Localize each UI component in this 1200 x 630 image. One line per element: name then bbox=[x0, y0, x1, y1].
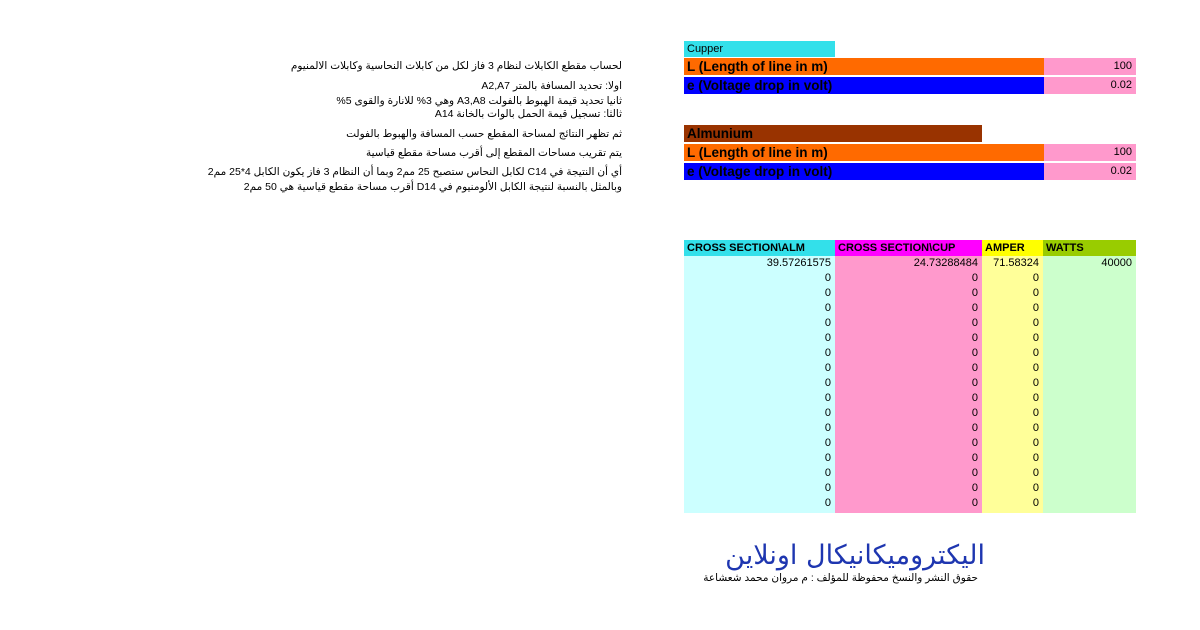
aluminium-title[interactable]: Almunium bbox=[684, 125, 982, 142]
table-cell[interactable] bbox=[1043, 421, 1136, 436]
table-cell[interactable]: 0 bbox=[971, 422, 978, 434]
table-cell[interactable]: 0 bbox=[971, 497, 978, 509]
table-cell[interactable]: 0 bbox=[971, 407, 978, 419]
instruction-line-4: ثالثا: تسجيل قيمة الحمل بالوات بالخانة A14 bbox=[434, 108, 622, 120]
table-cell[interactable]: 0 bbox=[971, 287, 978, 299]
table-cell[interactable]: 0 bbox=[971, 392, 978, 404]
header-cross-section-cup[interactable]: CROSS SECTION\CUP bbox=[835, 240, 982, 256]
instruction-line-1: لحساب مقطع الكابلات لنظام 3 فاز لكل من كابلات النحاسية وكابلات الالمنيوم bbox=[290, 60, 622, 72]
table-cell[interactable]: 0 bbox=[824, 347, 831, 359]
aluminium-drop-label[interactable]: e (Voltage drop in volt) bbox=[684, 163, 1044, 180]
table-cell[interactable]: 0 bbox=[1032, 302, 1039, 314]
table-cell[interactable]: 0 bbox=[1032, 272, 1039, 284]
aluminium-length-value[interactable]: 100 bbox=[1044, 144, 1136, 161]
table-cell[interactable]: 0 bbox=[824, 377, 831, 389]
table-cell[interactable]: 0 bbox=[824, 407, 831, 419]
table-cell[interactable]: 0 bbox=[971, 272, 978, 284]
instruction-line-5: ثم تظهر النتائج لمساحة المقطع حسب المسافة والهبوط بالفولت bbox=[346, 128, 622, 140]
table-cell[interactable]: 0 bbox=[971, 377, 978, 389]
table-cell[interactable]: 0 bbox=[1032, 467, 1039, 479]
header-watts[interactable]: WATTS bbox=[1043, 240, 1136, 256]
table-cell[interactable] bbox=[1043, 301, 1136, 316]
table-cell[interactable]: 0 bbox=[971, 437, 978, 449]
instruction-line-7: أي أن النتيجة في C14 لكابل النحاس ستصبح 25 مم2 وبما أن النظام 3 فاز يكون الكابل 4*25 مم2 bbox=[207, 166, 622, 178]
table-cell[interactable] bbox=[1043, 376, 1136, 391]
table-cell[interactable]: 39.57261575 bbox=[766, 257, 831, 269]
copper-drop-value[interactable]: 0.02 bbox=[1044, 77, 1136, 94]
table-cell[interactable]: 0 bbox=[971, 317, 978, 329]
table-cell[interactable]: 0 bbox=[1032, 317, 1039, 329]
table-cell[interactable]: 0 bbox=[1032, 287, 1039, 299]
table-cell[interactable] bbox=[1043, 496, 1136, 511]
table-cell[interactable]: 0 bbox=[971, 302, 978, 314]
instruction-line-3: ثانيا تحديد قيمة الهبوط بالفولت A3,A8 وهي 3% للانارة والقوى 5% bbox=[336, 95, 622, 107]
brand-title: اليكتروميكانيكال اونلاين bbox=[725, 540, 985, 571]
copper-title[interactable]: Cupper bbox=[684, 41, 835, 57]
table-cell[interactable]: 0 bbox=[824, 332, 831, 344]
instructions-block bbox=[200, 60, 622, 200]
table-cell[interactable]: 0 bbox=[971, 482, 978, 494]
table-cell[interactable] bbox=[1043, 286, 1136, 301]
header-cross-section-alm[interactable]: CROSS SECTION\ALM bbox=[684, 240, 835, 256]
table-cell[interactable]: 0 bbox=[1032, 422, 1039, 434]
table-cell[interactable]: 0 bbox=[1032, 497, 1039, 509]
table-cell[interactable] bbox=[1043, 346, 1136, 361]
table-cell[interactable] bbox=[1043, 391, 1136, 406]
table-cell[interactable]: 0 bbox=[824, 362, 831, 374]
table-cell[interactable]: 0 bbox=[1032, 347, 1039, 359]
table-cell[interactable]: 0 bbox=[824, 452, 831, 464]
table-cell[interactable]: 0 bbox=[824, 497, 831, 509]
table-cell[interactable]: 0 bbox=[1032, 362, 1039, 374]
copper-length-label[interactable]: L (Length of line in m) bbox=[684, 58, 1044, 75]
aluminium-length-label[interactable]: L (Length of line in m) bbox=[684, 144, 1044, 161]
table-cell[interactable]: 0 bbox=[824, 437, 831, 449]
table-cell[interactable] bbox=[1043, 316, 1136, 331]
table-cell[interactable]: 0 bbox=[1032, 407, 1039, 419]
table-cell[interactable]: 0 bbox=[971, 362, 978, 374]
instruction-line-8: وبالمثل بالنسبة لنتيجة الكابل الألومنيوم في D14 أقرب مساحة مقطع قياسية هي 50 مم2 bbox=[243, 181, 622, 193]
table-cell[interactable]: 0 bbox=[824, 467, 831, 479]
table-cell[interactable]: 0 bbox=[824, 302, 831, 314]
table-cell[interactable]: 0 bbox=[824, 287, 831, 299]
table-cell[interactable]: 0 bbox=[971, 467, 978, 479]
table-cell[interactable]: 0 bbox=[1032, 392, 1039, 404]
table-cell[interactable]: 0 bbox=[1032, 437, 1039, 449]
table-cell[interactable]: 0 bbox=[971, 347, 978, 359]
aluminium-drop-value[interactable]: 0.02 bbox=[1044, 163, 1136, 180]
instruction-line-6: يتم تقريب مساحات المقطع إلى أقرب مساحة مقطع قياسية bbox=[365, 147, 622, 159]
table-cell[interactable] bbox=[1043, 361, 1136, 376]
table-cell[interactable]: 0 bbox=[824, 422, 831, 434]
table-cell[interactable]: 0 bbox=[1032, 377, 1039, 389]
table-cell[interactable] bbox=[1043, 331, 1136, 346]
table-cell[interactable] bbox=[1043, 271, 1136, 286]
table-cell[interactable] bbox=[1043, 481, 1136, 496]
table-cell[interactable]: 0 bbox=[824, 392, 831, 404]
copper-drop-label[interactable]: e (Voltage drop in volt) bbox=[684, 77, 1044, 94]
table-cell[interactable]: 0 bbox=[824, 482, 831, 494]
header-amper[interactable]: AMPER bbox=[982, 240, 1043, 256]
table-cell[interactable] bbox=[1043, 451, 1136, 466]
table-cell[interactable]: 0 bbox=[824, 317, 831, 329]
table-cell[interactable]: 0 bbox=[971, 452, 978, 464]
table-cell[interactable]: 40000 bbox=[1101, 257, 1132, 269]
table-cell[interactable] bbox=[1043, 436, 1136, 451]
table-cell[interactable]: 24.73288484 bbox=[913, 257, 978, 269]
table-cell[interactable]: 0 bbox=[1032, 452, 1039, 464]
table-cell[interactable]: 0 bbox=[824, 272, 831, 284]
copyright-text: حقوق النشر والنسخ محفوظة للمؤلف : م مروان محمد شعشاعة bbox=[703, 572, 978, 584]
table-cell[interactable]: 0 bbox=[1032, 332, 1039, 344]
table-cell[interactable]: 0 bbox=[1032, 482, 1039, 494]
copper-length-value[interactable]: 100 bbox=[1044, 58, 1136, 75]
table-cell[interactable] bbox=[1043, 466, 1136, 481]
table-cell[interactable] bbox=[1043, 406, 1136, 421]
instruction-line-2: اولا: تحديد المسافة بالمتر A2,A7 bbox=[481, 80, 622, 92]
table-cell[interactable]: 0 bbox=[971, 332, 978, 344]
table-cell[interactable]: 71.58324 bbox=[993, 257, 1039, 269]
